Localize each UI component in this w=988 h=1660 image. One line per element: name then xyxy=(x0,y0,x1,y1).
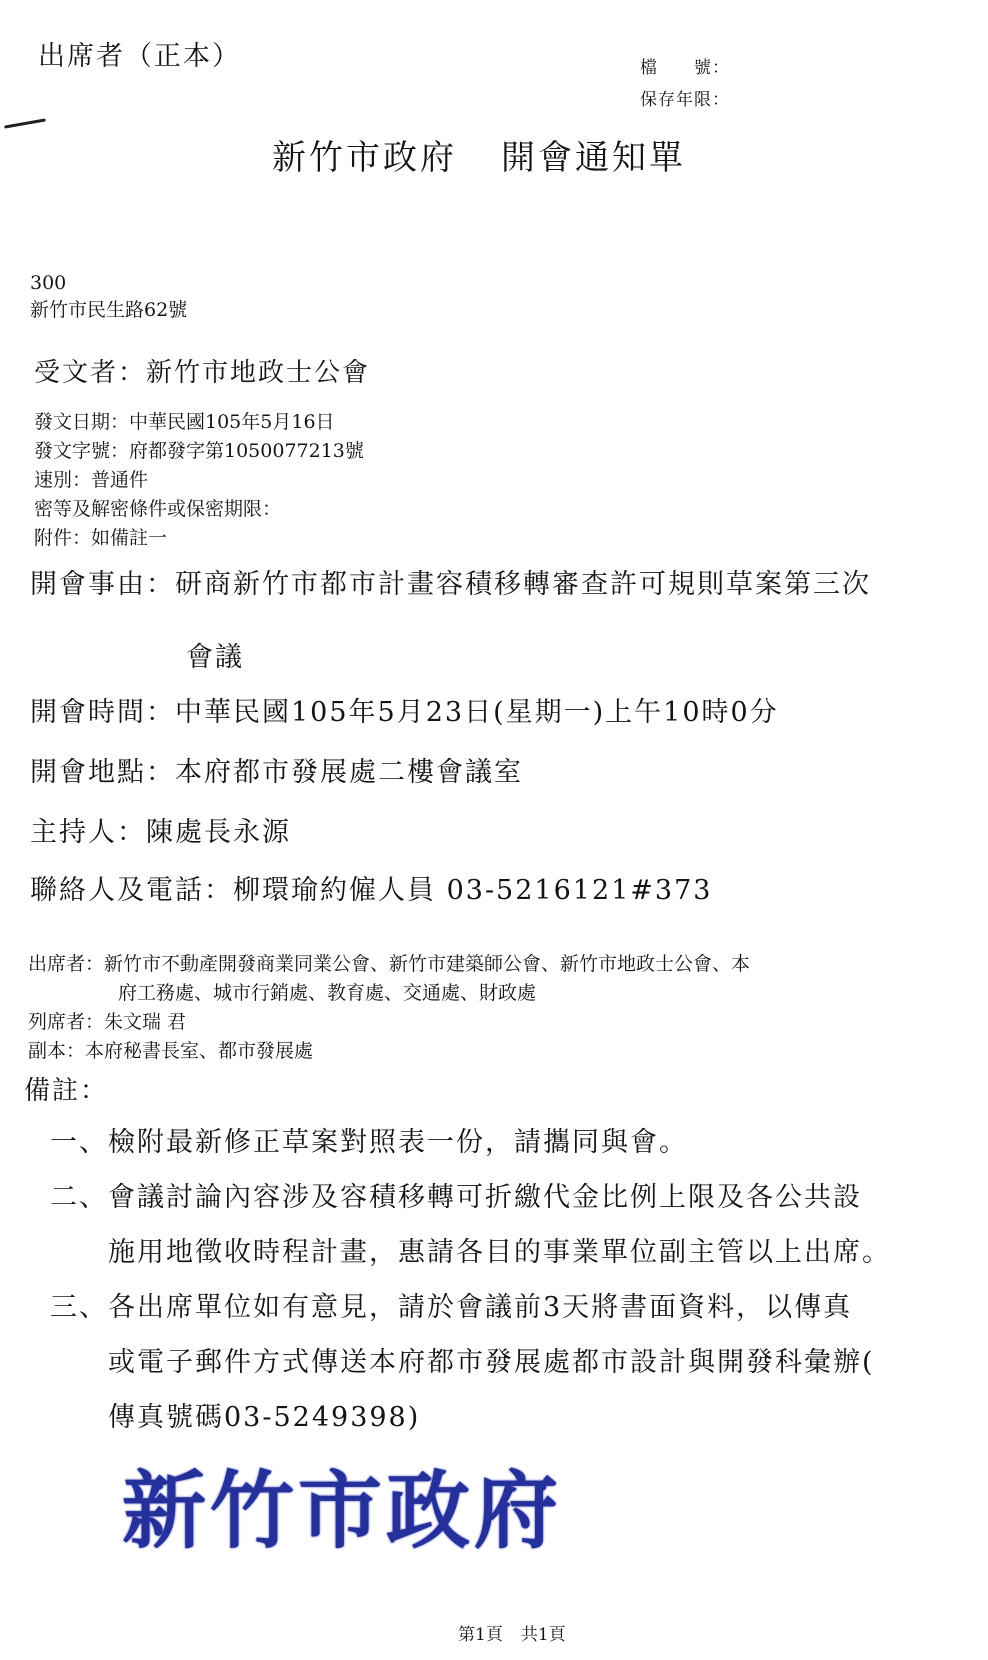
issue-date: 發文日期：中華民國105年5月16日 xyxy=(34,411,335,433)
remarks-list xyxy=(50,1115,891,1445)
page-number xyxy=(458,1620,566,1645)
observers: 列席者：朱文瑞 君 xyxy=(28,1011,187,1033)
page-total: 共1頁 xyxy=(520,1625,566,1645)
document-title xyxy=(272,130,686,179)
remark-item: 一、檢附最新修正草案對照表一份，請攜同與會。 xyxy=(50,1127,688,1158)
title-org: 新竹市政府 xyxy=(272,138,457,178)
remarks-title: 備註： xyxy=(24,1076,109,1106)
retention-label: 保存年限： xyxy=(640,90,730,110)
remark-item-continued: 施用地徵收時程計畫，惠請各目的事業單位副主管以上出席。 xyxy=(108,1237,891,1268)
file-number-label: 檔 號： xyxy=(640,58,730,78)
distribution-list xyxy=(28,950,750,1066)
speed-class: 速別：普通件 xyxy=(34,469,149,491)
issue-number: 發文字號：府都發字第1050077213號 xyxy=(34,440,364,462)
remark-item-continued: 或電子郵件方式傳送本府都市發展處都市設計與開發科彙辦( xyxy=(108,1347,875,1378)
pen-mark xyxy=(4,118,46,128)
attendees-line-continued: 府工務處、城市行銷處、教育處、交通處、財政處 xyxy=(118,982,537,1004)
page-current: 第1頁 xyxy=(458,1625,503,1645)
file-meta xyxy=(640,52,730,116)
street-address: 新竹市民生路62號 xyxy=(30,299,188,321)
copy-label: 出席者（正本） xyxy=(38,41,241,72)
secrecy-level: 密等及解密條件或保密期限： xyxy=(34,498,282,520)
meeting-time: 開會時間：中華民國105年5月23日(星期一)上午10時0分 xyxy=(30,697,779,728)
attachment-note: 附件：如備註一 xyxy=(34,527,168,549)
remark-item-continued: 傳真號碼03-5249398) xyxy=(108,1402,421,1433)
official-seal: 新竹市政府 xyxy=(122,1462,563,1560)
contact-info: 聯絡人及電話：柳環瑜約僱人員 03-5216121#373 xyxy=(30,875,713,906)
carbon-copy: 副本：本府秘書長室、都市發展處 xyxy=(28,1040,314,1062)
recipient: 受文者：新竹市地政士公會 xyxy=(34,358,371,388)
meeting-place: 開會地點：本府都市發展處二樓會議室 xyxy=(30,757,523,788)
meeting-reason-continued: 會議 xyxy=(186,642,244,673)
sender-address xyxy=(30,270,187,324)
meeting-reason: 開會事由：研商新竹市都市計畫容積移轉審查許可規則草案第三次 xyxy=(30,569,871,600)
title-doc-type: 開會通知單 xyxy=(501,138,686,178)
attendees-line: 出席者：新竹市不動產開發商業同業公會、新竹市建築師公會、新竹市地政士公會、本 xyxy=(28,953,751,975)
meeting-host: 主持人：陳處長永源 xyxy=(30,817,291,848)
remark-item: 二、會議討論內容涉及容積移轉可折繳代金比例上限及各公共設 xyxy=(50,1182,862,1213)
postal-code: 300 xyxy=(30,272,67,294)
remark-item: 三、各出席單位如有意見，請於會議前3天將書面資料，以傳真 xyxy=(50,1292,853,1323)
issue-meta xyxy=(34,408,364,553)
